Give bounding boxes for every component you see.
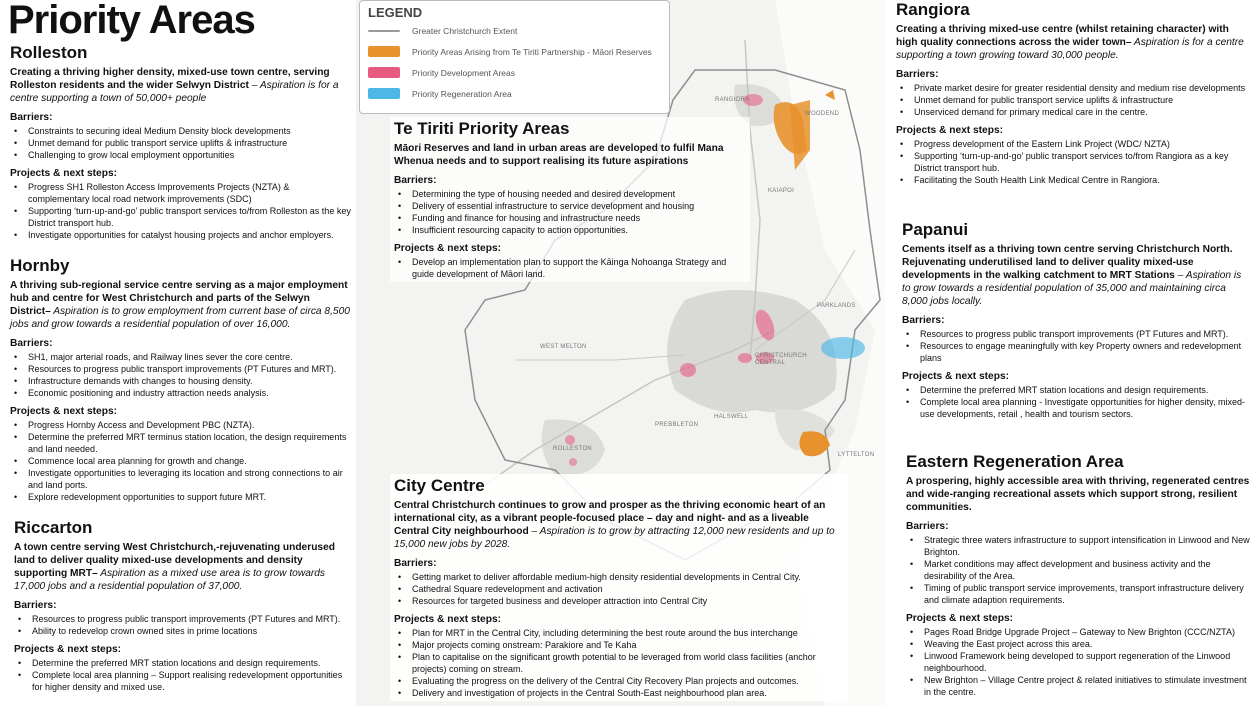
list-item: • Major projects coming onstream: Parakiore and Te Kaha bbox=[394, 639, 844, 651]
list-item: • Plan to capitalise on the significant growth potential to be leveraged from world class facilities (anchor projects) coming on stream. bbox=[394, 651, 844, 675]
page-title: Priority Areas bbox=[8, 0, 255, 42]
te-tiriti-steps-label: Projects & next steps: bbox=[394, 243, 502, 254]
legend-item bbox=[368, 41, 661, 62]
papanui-lead: Cements itself as a thriving town centre serving Christchurch North. Rejuvenating underutilised land to deliver quality mixed-use developments in the walking catchment to MRT Stations – Aspiration is to grow towards a residential population of 35,000 and maintaining circa 8,000 jobs locally. bbox=[902, 244, 1242, 307]
eastern-barriers-label: Barriers: bbox=[906, 521, 949, 532]
papanui-steps-label: Projects & next steps: bbox=[902, 371, 1010, 382]
list-item: • Private market desire for greater residential density and medium rise developments bbox=[896, 82, 1251, 94]
list-item: • New Brighton – Village Centre project & related initiatives to stimulate investment in the centre. bbox=[906, 674, 1252, 698]
rolleston-steps-list bbox=[10, 181, 353, 241]
list-item: • Insufficient resourcing capacity to action opportunities. bbox=[394, 224, 746, 236]
map-label-rangiora: RANGIORA bbox=[715, 97, 750, 103]
list-item: • Unmet demand for public transport service uplifts & infrastructure bbox=[10, 137, 353, 149]
hornby-section bbox=[10, 256, 353, 503]
list-item: • Unserviced demand for primary medical care in the centre. bbox=[896, 106, 1251, 118]
list-item: • Infrastructure demands with changes to housing density. bbox=[10, 375, 353, 387]
rangiora-heading: Rangiora bbox=[896, 0, 970, 19]
riccarton-section bbox=[14, 518, 354, 693]
list-item: • Resources for targeted business and developer attraction into Central City bbox=[394, 595, 844, 607]
list-item: • Market conditions may affect development and business activity and the desirability of the Area. bbox=[906, 558, 1252, 582]
map-label-prebbleton: PREBBLETON bbox=[655, 422, 699, 428]
rolleston-barriers-label: Barriers: bbox=[10, 112, 53, 123]
rangiora-steps-label: Projects & next steps: bbox=[896, 125, 1004, 136]
legend-item bbox=[368, 62, 661, 83]
map-label-parklands: PARKLANDS bbox=[817, 303, 856, 309]
papanui-steps-list bbox=[902, 384, 1252, 420]
list-item: • Getting market to deliver affordable medium-high density residential developments in Central City. bbox=[394, 571, 844, 583]
riccarton-steps-list bbox=[14, 657, 354, 693]
priority-dev-hornby bbox=[680, 363, 696, 377]
eastern-steps-list bbox=[906, 626, 1252, 698]
list-item: • Weaving the East project across this area. bbox=[906, 638, 1252, 650]
riccarton-barriers-label: Barriers: bbox=[14, 600, 57, 611]
legend-title: LEGEND bbox=[368, 5, 423, 20]
hornby-barriers-list bbox=[10, 351, 353, 399]
eastern-steps-label: Projects & next steps: bbox=[906, 613, 1014, 624]
papanui-heading: Papanui bbox=[902, 220, 969, 239]
legend-swatch-extent bbox=[368, 30, 400, 32]
rangiora-barriers-list bbox=[896, 82, 1251, 118]
list-item: • Determine the preferred MRT station locations and design requirements. bbox=[902, 384, 1252, 396]
eastern-heading: Eastern Regeneration Area bbox=[906, 452, 1124, 471]
rolleston-steps-label: Projects & next steps: bbox=[10, 168, 118, 179]
papanui-barriers-list bbox=[902, 328, 1252, 364]
legend-item bbox=[368, 83, 661, 104]
map-label-rolleston: ROLLESTON bbox=[553, 446, 592, 452]
list-item: • Resources to progress public transport improvements (PT Futures and MRT). bbox=[902, 328, 1252, 340]
riccarton-steps-label: Projects & next steps: bbox=[14, 644, 122, 655]
city-centre-steps-label: Projects & next steps: bbox=[394, 614, 502, 625]
rangiora-barriers-label: Barriers: bbox=[896, 69, 939, 80]
list-item: • Pages Road Bridge Upgrade Project – Gateway to New Brighton (CCC/NZTA) bbox=[906, 626, 1252, 638]
list-item: • Supporting ‘turn-up-and-go’ public transport services to/from Rangiora as a key District transport hub. bbox=[896, 150, 1251, 174]
riccarton-heading: Riccarton bbox=[14, 518, 93, 537]
hornby-heading: Hornby bbox=[10, 256, 70, 275]
hornby-lead: A thriving sub-regional service centre serving as a major employment hub and centre for West Christchurch and parts of the Selwyn District– Aspiration is to grow employment from current base of circa 8,500 jobs and grow towards a residential population of over 16,000. bbox=[10, 280, 350, 330]
list-item: • Explore redevelopment opportunities to support future MRT. bbox=[10, 491, 353, 503]
list-item: • Unmet demand for public transport service uplifts & infrastructure bbox=[896, 94, 1251, 106]
list-item: • Ability to redevelop crown owned sites in prime locations bbox=[14, 625, 354, 637]
list-item: • Determine the preferred MRT terminus station location, the design requirements and land needed. bbox=[10, 431, 353, 455]
list-item: • Delivery and investigation of projects in the Central South-East neighbourhood plan area. bbox=[394, 687, 844, 699]
priority-dev-rolleston bbox=[565, 435, 575, 445]
list-item: • Determine the preferred MRT station locations and design requirements. bbox=[14, 657, 354, 669]
list-item: • Progress SH1 Rolleston Access Improvements Projects (NZTA) & complementary local road network improvements (SDC) bbox=[10, 181, 353, 205]
te-tiriti-barriers-label: Barriers: bbox=[394, 175, 437, 186]
rangiora-lead: Creating a thriving mixed-use centre (whilst retaining character) with high quality connections across the wider town– Aspiration is for a centre supporting a town growing toward 30,000 people. bbox=[896, 24, 1244, 61]
list-item: • Cathedral Square redevelopment and activation bbox=[394, 583, 844, 595]
list-item: • Economic positioning and industry attraction needs analysis. bbox=[10, 387, 353, 399]
list-item: • Progress development of the Eastern Link Project (WDC/ NZTA) bbox=[896, 138, 1251, 150]
city-centre-heading: City Centre bbox=[394, 476, 485, 495]
list-item: • Commence local area planning for growth and change. bbox=[10, 455, 353, 467]
rolleston-section bbox=[10, 43, 353, 241]
map-label-lyttelton: LYTTELTON bbox=[838, 452, 875, 458]
te-tiriti-section bbox=[390, 117, 750, 282]
city-centre-barriers-list bbox=[394, 571, 844, 607]
list-item: • Constraints to securing ideal Medium Density block developments bbox=[10, 125, 353, 137]
riccarton-lead: A town centre serving West Christchurch,-rejuvenating underused land to deliver quality mixed-use developments and density supporting MRT– Aspiration as a mixed use area is to grow towards 17,000 jobs and a residential population of 37,000. bbox=[14, 542, 335, 592]
list-item: • Investigate opportunities to leveraging its location and strong connections to air and land ports. bbox=[10, 467, 353, 491]
map-label-kaiapoi: KAIAPOI bbox=[768, 188, 795, 194]
list-item: • Plan for MRT in the Central City, including determining the best route around the bus interchange bbox=[394, 627, 844, 639]
te-tiriti-steps-list bbox=[394, 256, 746, 280]
list-item: • Resources to engage meaningfully with key Property owners and redevelopment plans bbox=[902, 340, 1252, 364]
te-tiriti-barriers-list bbox=[394, 188, 746, 236]
left-column bbox=[0, 0, 356, 706]
list-item: • Progress Hornby Access and Development PBC (NZTA). bbox=[10, 419, 353, 431]
list-item: • Challenging to grow local employment opportunities bbox=[10, 149, 353, 161]
legend-item bbox=[368, 20, 661, 41]
list-item: • Resources to progress public transport improvements (PT Futures and MRT). bbox=[14, 613, 354, 625]
map-label-christchurch-central: CHRISTCHURCH CENTRAL bbox=[755, 353, 807, 366]
list-item: • Strategic three waters infrastructure to support intensification in Linwood and New Brighton. bbox=[906, 534, 1252, 558]
list-item: • Investigate opportunities for catalyst housing projects and anchor employers. bbox=[10, 229, 353, 241]
hornby-barriers-label: Barriers: bbox=[10, 338, 53, 349]
priority-dev-riccarton bbox=[738, 353, 752, 363]
right-column bbox=[886, 0, 1255, 706]
urban-area-christchurch bbox=[667, 290, 837, 413]
eastern-section bbox=[906, 452, 1252, 698]
te-tiriti-heading: Te Tiriti Priority Areas bbox=[394, 119, 570, 138]
list-item: • Linwood Framework being developed to support regeneration of the Linwood neighbourhood. bbox=[906, 650, 1252, 674]
legend-swatch-regeneration bbox=[368, 88, 400, 99]
list-item: • Complete local area planning - Investigate opportunities for higher density, mixed-use developments, retail , health and tourism sectors. bbox=[902, 396, 1252, 420]
papanui-section bbox=[902, 220, 1252, 420]
rangiora-steps-list bbox=[896, 138, 1251, 186]
riccarton-barriers-list bbox=[14, 613, 354, 637]
legend-label: Priority Areas Arising from Te Tiriti Partnership - Māori Reserves bbox=[412, 46, 652, 57]
list-item: • Delivery of essential infrastructure to service development and housing bbox=[394, 200, 746, 212]
city-centre-barriers-label: Barriers: bbox=[394, 558, 437, 569]
legend-swatch-development bbox=[368, 67, 400, 78]
map-label-halswell: HALSWELL bbox=[714, 414, 749, 420]
list-item: • Complete local area planning – Support realising redevelopment opportunities for higher density and mixed use. bbox=[14, 669, 354, 693]
hornby-steps-list bbox=[10, 419, 353, 503]
list-item: • Facilitating the South Health Link Medical Centre in Rangiora. bbox=[896, 174, 1251, 186]
legend-label: Priority Regeneration Area bbox=[412, 88, 512, 99]
city-centre-steps-list bbox=[394, 627, 844, 699]
map-label-west-melton: WEST MELTON bbox=[540, 344, 587, 350]
list-item: • Timing of public transport service improvements, transport infrastructure delivery and climate adaption requirements. bbox=[906, 582, 1252, 606]
rolleston-heading: Rolleston bbox=[10, 43, 88, 62]
eastern-lead: A prospering, highly accessible area with thriving, regenerated centres and wide-ranging recreational assets which support strong, resilient communities. bbox=[906, 476, 1250, 513]
papanui-barriers-label: Barriers: bbox=[902, 315, 945, 326]
rolleston-lead: Creating a thriving higher density, mixed-use town centre, serving Rolleston residents and the wider Selwyn District – Aspiration is for a centre supporting a town of 50,000+ people bbox=[10, 67, 339, 104]
map-legend bbox=[359, 0, 670, 114]
city-centre-lead: Central Christchurch continues to grow and prosper as the thriving economic heart of an international city, as a vibrant people-focused place – day and night- and as a liveable Central City neighbourhood – Aspiration is to grow by attracting 12,000 new residents and up to 15,000 new jobs by 2028. bbox=[394, 500, 835, 550]
te-tiriti-lead: Māori Reserves and land in urban areas are developed to fulfil Mana Whenua needs and to support realising its future aspirations bbox=[394, 143, 724, 167]
map-label-woodend: WOODEND bbox=[805, 111, 840, 117]
eastern-barriers-list bbox=[906, 534, 1252, 606]
list-item: • Funding and finance for housing and infrastructure needs bbox=[394, 212, 746, 224]
list-item: • Resources to progress public transport improvements (PT Futures and MRT). bbox=[10, 363, 353, 375]
rangiora-section bbox=[896, 0, 1251, 186]
legend-label: Priority Development Areas bbox=[412, 67, 515, 78]
list-item: • Evaluating the progress on the delivery of the Central City Recovery Plan projects and outcomes. bbox=[394, 675, 844, 687]
list-item: • Develop an implementation plan to support the Kāinga Nohoanga Strategy and guide development of Māori land. bbox=[394, 256, 746, 280]
city-centre-section bbox=[390, 474, 848, 701]
list-item: • Supporting ‘turn-up-and-go’ public transport services to/from Rolleston as the key District transport hub. bbox=[10, 205, 353, 229]
hornby-steps-label: Projects & next steps: bbox=[10, 406, 118, 417]
list-item: • SH1, major arterial roads, and Railway lines sever the core centre. bbox=[10, 351, 353, 363]
list-item: • Determining the type of housing needed and desired development bbox=[394, 188, 746, 200]
regeneration-area-east bbox=[821, 337, 865, 359]
rolleston-barriers-list bbox=[10, 125, 353, 161]
legend-swatch-maori-reserves bbox=[368, 46, 400, 57]
legend-label: Greater Christchurch Extent bbox=[412, 25, 518, 36]
